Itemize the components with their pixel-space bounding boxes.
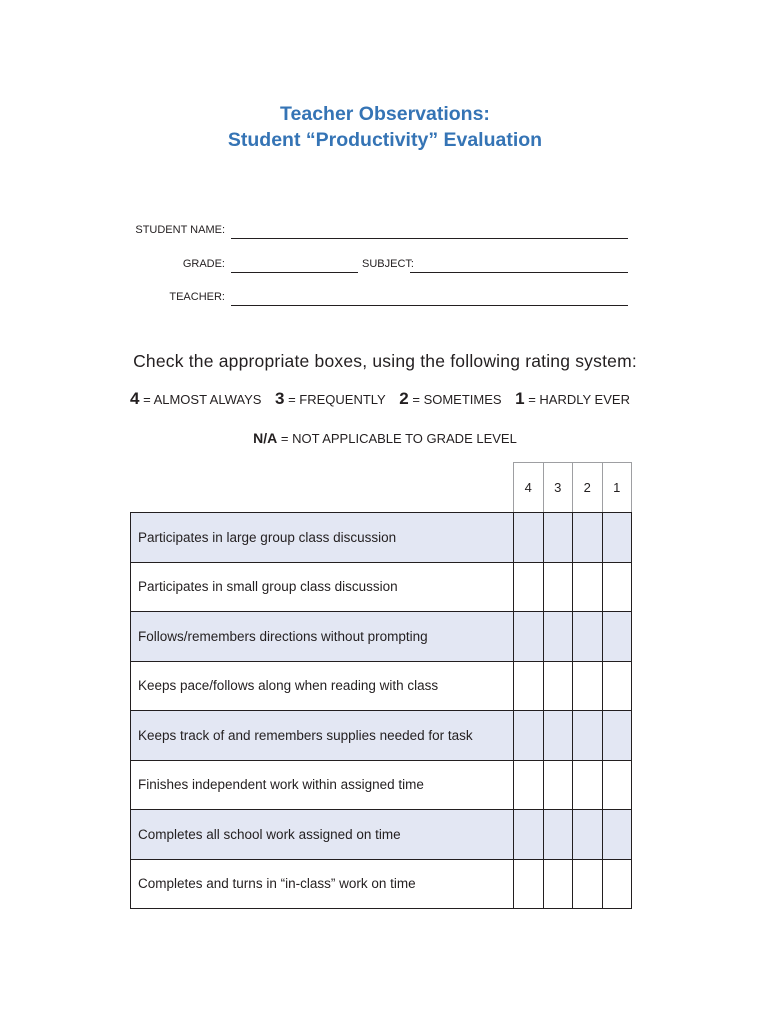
table-row [131,810,632,860]
legend-num: 1 [515,389,525,408]
student-name-label: STUDENT NAME: [135,224,225,236]
behavior-label: Follows/remembers directions without prompting [131,612,514,662]
rating-checkbox-2[interactable] [573,711,603,761]
rating-checkbox-4[interactable] [514,810,544,860]
rating-checkbox-2[interactable] [573,760,603,810]
table-row [131,711,632,761]
behavior-label: Keeps pace/follows along when reading with class [131,661,514,711]
rating-checkbox-1[interactable] [602,661,632,711]
table-row [131,612,632,662]
rating-table [130,462,632,909]
behavior-label: Completes all school work assigned on time [131,810,514,860]
page-title-line-2: Student “Productivity” Evaluation [227,129,543,151]
na-legend [0,430,770,446]
rating-checkbox-3[interactable] [543,810,573,860]
legend-num: 4 [130,389,140,408]
legend-text: = FREQUENTLY [284,392,386,407]
rating-checkbox-4[interactable] [514,760,544,810]
na-legend-text: = NOT APPLICABLE TO GRADE LEVEL [277,431,517,446]
rating-checkbox-2[interactable] [573,612,603,662]
rating-checkbox-4[interactable] [514,612,544,662]
header-rating-1: 1 [602,463,632,513]
rating-checkbox-1[interactable] [602,612,632,662]
rating-checkbox-1[interactable] [602,810,632,860]
table-row [131,859,632,909]
na-legend-num: N/A [253,430,278,446]
legend-text: = ALMOST ALWAYS [139,392,262,407]
rating-checkbox-2[interactable] [573,513,603,563]
rating-checkbox-1[interactable] [602,711,632,761]
subject-label: SUBJECT: [362,258,414,270]
behavior-label: Participates in small group class discussion [131,562,514,612]
rating-checkbox-3[interactable] [543,612,573,662]
header-rating-3: 3 [543,463,573,513]
subject-field[interactable] [410,272,628,273]
grade-field[interactable] [231,272,358,273]
behavior-label: Finishes independent work within assigned time [131,760,514,810]
rating-checkbox-3[interactable] [543,513,573,563]
teacher-label: TEACHER: [169,291,225,303]
header-rating-4: 4 [514,463,544,513]
legend-text: = SOMETIMES [408,392,502,407]
rating-checkbox-2[interactable] [573,810,603,860]
legend-item-4 [130,389,261,409]
legend-text: = HARDLY EVER [524,392,630,407]
legend-num: 2 [399,389,409,408]
legend-item-3 [275,389,386,409]
behavior-label: Participates in large group class discussion [131,513,514,563]
rating-checkbox-4[interactable] [514,661,544,711]
page-title-line-1: Teacher Observations: [280,103,490,125]
table-row [131,513,632,563]
rating-checkbox-3[interactable] [543,859,573,909]
rating-checkbox-3[interactable] [543,562,573,612]
legend-item-1 [515,389,630,409]
rating-checkbox-4[interactable] [514,562,544,612]
rating-checkbox-1[interactable] [602,513,632,563]
table-row [131,562,632,612]
rating-checkbox-2[interactable] [573,661,603,711]
rating-checkbox-3[interactable] [543,661,573,711]
legend-num: 3 [275,389,285,408]
behavior-label: Keeps track of and remembers supplies needed for task [131,711,514,761]
rating-checkbox-1[interactable] [602,760,632,810]
rating-checkbox-2[interactable] [573,562,603,612]
rating-checkbox-3[interactable] [543,711,573,761]
rating-checkbox-3[interactable] [543,760,573,810]
rating-checkbox-4[interactable] [514,859,544,909]
table-row [131,760,632,810]
grade-label: GRADE: [182,258,225,270]
rating-checkbox-1[interactable] [602,562,632,612]
rating-checkbox-1[interactable] [602,859,632,909]
rating-checkbox-4[interactable] [514,513,544,563]
behavior-label: Completes and turns in “in-class” work on time [131,859,514,909]
header-blank [131,463,514,513]
legend-item-2 [399,389,501,409]
teacher-field[interactable] [231,305,628,306]
rating-checkbox-4[interactable] [514,711,544,761]
student-name-field[interactable] [231,238,628,239]
rating-checkbox-2[interactable] [573,859,603,909]
rating-legend [130,389,630,409]
rating-instructions: Check the appropriate boxes, using the following rating system: [133,351,637,371]
rating-header-row [131,463,632,513]
header-rating-2: 2 [573,463,603,513]
table-row [131,661,632,711]
